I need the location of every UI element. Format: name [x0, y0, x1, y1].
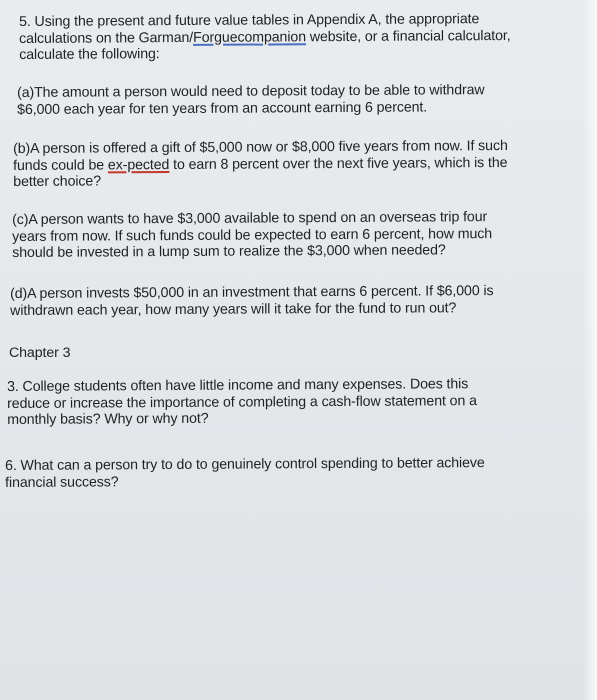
- q5b-line-1: (b)A person is offered a gift of $5,000 now or $8,000 five years from now. If such: [13, 137, 508, 157]
- q5-line-2-start: calculations on the Garman/: [19, 29, 194, 47]
- question-6: 6. What can a person try to do to genuinely control spending to better achieve financial success?: [5, 455, 485, 491]
- question-3: 3. College students often have little income and many expenses. Does this reduce or increase the importance of completing a cash-flow statement on a monthly basis? Why or why not?: [7, 376, 477, 428]
- q5-line-2-end: website, or a financial calculator,: [305, 27, 511, 45]
- ex-pected-spelling-underline: ex-pected: [107, 156, 170, 173]
- question-5a: (a)The amount a person would need to deposit today to be able to withdraw $6,000 each year for ten years from an account earning 6 percent.: [17, 82, 485, 118]
- q5b-line-2-end: to earn 8 percent over the next five years, which is the: [169, 154, 508, 173]
- question-5c: (c)A person wants to have $3,000 available to spend on an overseas trip four years from now. If such funds could be expected to earn 6 percent, how much should be invested in a lump sum to realize the $3,000 when needed?: [12, 209, 493, 261]
- chapter-heading: Chapter 3: [9, 345, 71, 361]
- q5b-line-3: better choice?: [13, 173, 102, 190]
- q5b-line-2-start: funds could be: [13, 156, 108, 174]
- question-5d: (d)A person invests $50,000 in an investment that earns 6 percent. If $6,000 is withdrawn each year, how many years will it take for the fund to run out?: [10, 283, 494, 319]
- question-5b: [13, 137, 588, 190]
- q5-line-3: calculate the following:: [19, 46, 160, 63]
- garman-forguecompanion-link[interactable]: Forguecompanion: [193, 28, 307, 46]
- q5-line-1: 5. Using the present and future value tables in Appendix A, the appropriate: [19, 11, 480, 30]
- question-5-intro: [19, 10, 594, 63]
